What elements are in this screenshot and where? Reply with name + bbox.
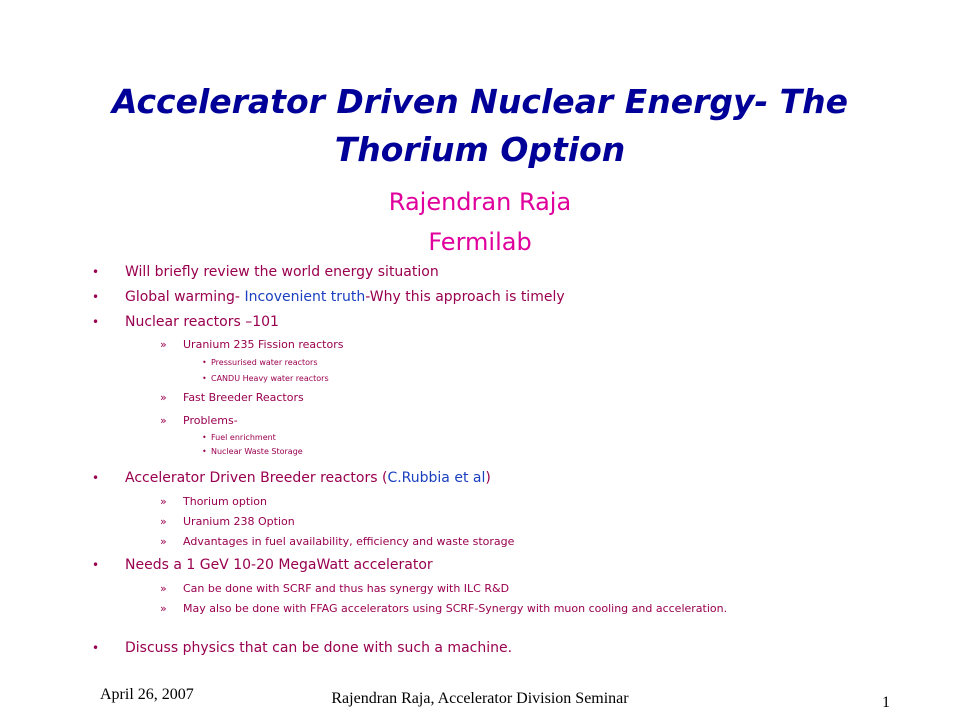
- bullet-mark: »: [160, 582, 167, 595]
- bullet-mark: •: [202, 447, 207, 456]
- bullet-text: Will briefly review the world energy situation: [125, 264, 439, 280]
- bullet-text: Nuclear Waste Storage: [211, 447, 303, 456]
- bullet-mark: •: [92, 558, 100, 572]
- title-line-1: Accelerator Driven Nuclear Energy- The: [111, 82, 849, 121]
- bullet-text-part: Global warming-: [125, 289, 245, 305]
- bullet-text-part: Accelerator Driven Breeder reactors (: [125, 470, 388, 486]
- bullet-text: Fuel enrichment: [211, 433, 276, 442]
- bullet-mark: »: [160, 414, 167, 427]
- bullet-text: Problems-: [183, 414, 238, 427]
- bullet-text: Advantages in fuel availability, efficiency and waste storage: [183, 535, 515, 548]
- bullet-mark: •: [92, 290, 100, 304]
- bullet-mark: •: [202, 433, 207, 442]
- slide-number: 1: [882, 694, 890, 711]
- bullet-text: Pressurised water reactors: [211, 358, 318, 367]
- bullet-text: Fast Breeder Reactors: [183, 391, 304, 404]
- bullet-text: Uranium 238 Option: [183, 515, 295, 528]
- bullet-text-part: ): [485, 470, 491, 486]
- bullet-text: Needs a 1 GeV 10-20 MegaWatt accelerator: [125, 557, 433, 573]
- bullet-mark: •: [92, 315, 100, 329]
- bullet-text: Thorium option: [183, 495, 267, 508]
- bullet-text: [125, 469, 491, 487]
- bullet-mark: •: [202, 374, 207, 383]
- bullet-mark: »: [160, 602, 167, 615]
- footer-date: April 26, 2007: [100, 686, 194, 703]
- title-line-2: Thorium Option: [334, 130, 626, 169]
- highlight-text: C.Rubbia et al: [387, 470, 486, 486]
- bullet-mark: »: [160, 495, 167, 508]
- bullet-mark: »: [160, 338, 167, 351]
- footer-presenter: Rajendran Raja, Accelerator Division Seminar: [331, 690, 629, 707]
- bullet-text: May also be done with FFAG accelerators using SCRF-Synergy with muon cooling and acceleration.: [183, 602, 728, 615]
- bullet-mark: •: [92, 265, 100, 279]
- bullet-text: Uranium 235 Fission reactors: [183, 338, 344, 351]
- bullet-text: Discuss physics that can be done with such a machine.: [125, 640, 513, 656]
- highlight-text: Incovenient truth: [244, 289, 366, 305]
- bullet-text: Can be done with SCRF and thus has synergy with ILC R&D: [183, 582, 510, 595]
- bullet-text: CANDU Heavy water reactors: [211, 374, 329, 383]
- bullet-text: [125, 288, 565, 306]
- bullet-mark: •: [202, 358, 207, 367]
- bullet-mark: »: [160, 391, 167, 404]
- bullet-mark: •: [92, 471, 100, 485]
- bullet-text-part: -Why this approach is timely: [365, 289, 565, 305]
- author-name: Rajendran Raja: [388, 188, 572, 216]
- bullet-mark: •: [92, 641, 100, 655]
- bullet-mark: »: [160, 535, 167, 548]
- bullet-mark: »: [160, 515, 167, 528]
- affiliation: Fermilab: [428, 228, 532, 256]
- slide-title: [30, 78, 930, 174]
- bullet-text: Nuclear reactors –101: [125, 314, 279, 330]
